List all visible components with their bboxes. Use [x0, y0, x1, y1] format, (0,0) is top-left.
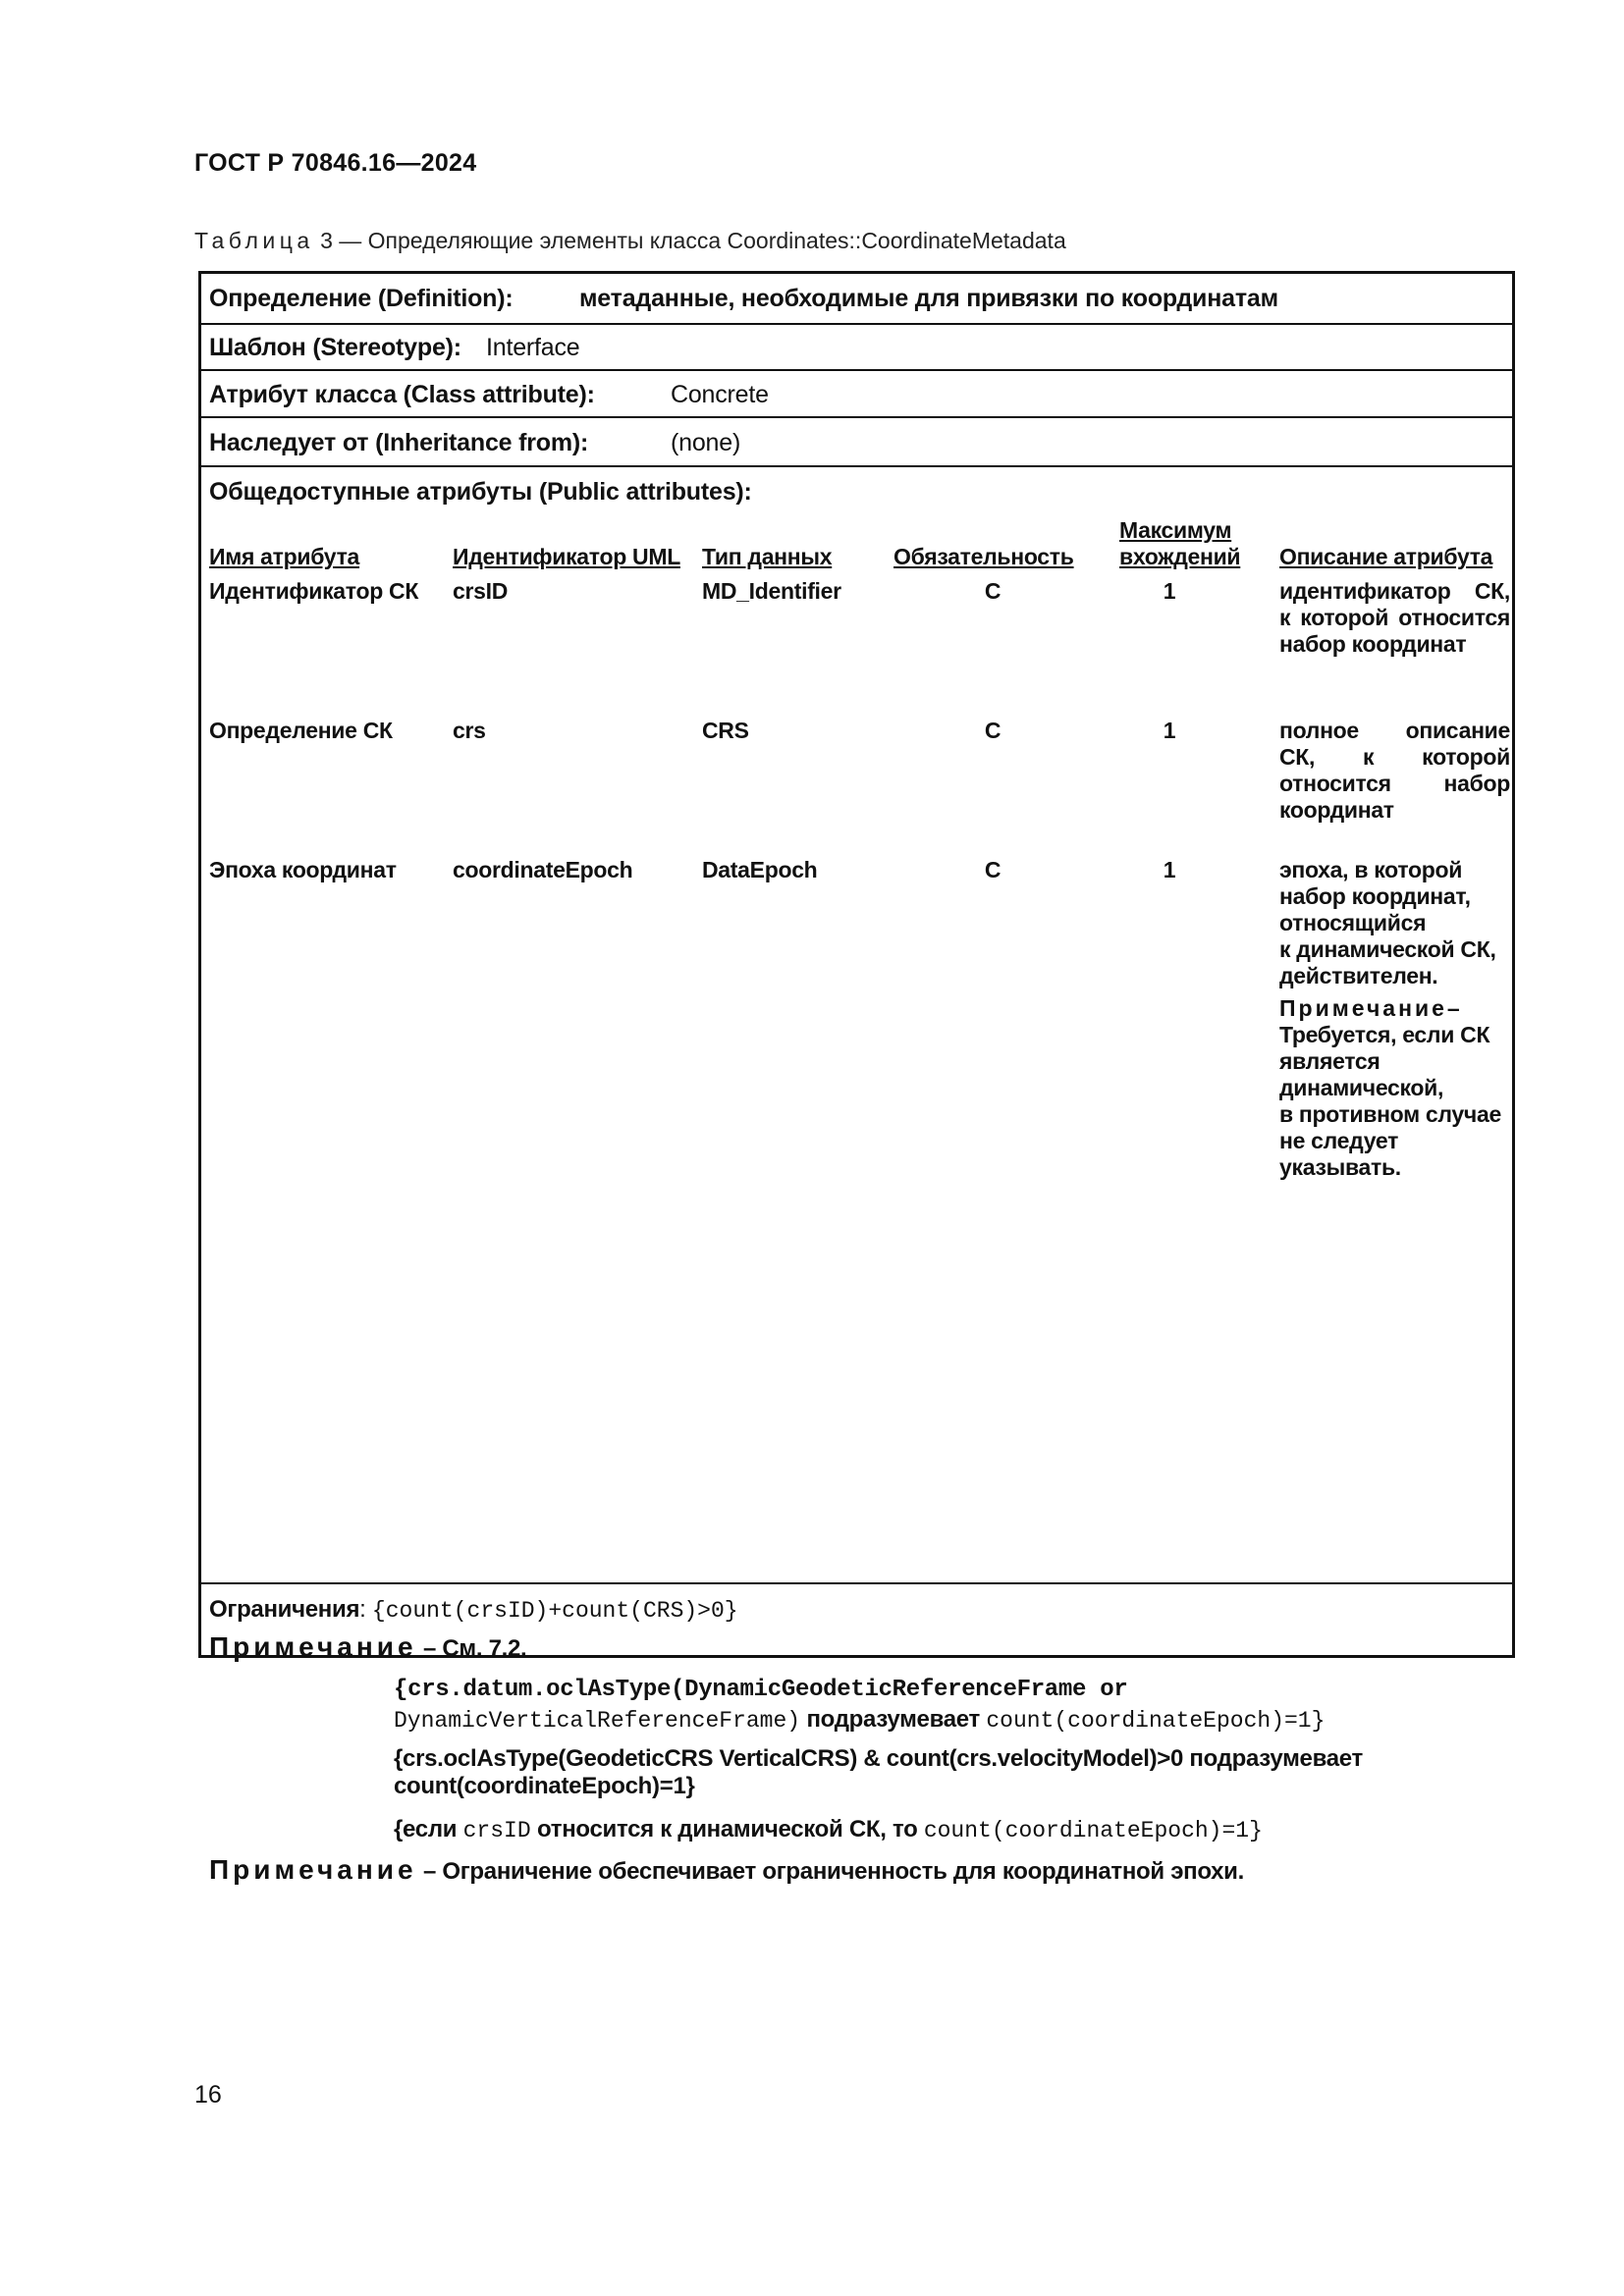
- desc-line: к динамической СК,: [1279, 936, 1496, 962]
- class-attribute-row: [201, 371, 1512, 418]
- constraints-line: [209, 1596, 738, 1625]
- col-header-type: Тип данных: [702, 544, 833, 569]
- desc-line: действителен.: [1279, 963, 1438, 988]
- desc-line: полное описание: [1279, 718, 1510, 743]
- desc-line: набор координат: [1279, 631, 1467, 657]
- public-attributes-title: Общедоступные атрибуты (Public attributes):: [209, 478, 752, 506]
- desc-note-line: Требуется, если СК: [1279, 1022, 1490, 1047]
- desc-line: координат: [1279, 797, 1394, 823]
- stereotype-row: [201, 325, 1512, 371]
- inheritance-value: (none): [671, 429, 741, 456]
- desc-note-line: является: [1279, 1048, 1380, 1074]
- desc-note-word: Примечание–: [1279, 995, 1463, 1021]
- note2-text: – Ограничение обеспечивает ограниченность для координатной эпохи.: [422, 1858, 1244, 1885]
- attr-uml: coordinateEpoch: [453, 857, 633, 882]
- desc-line: к которой относится: [1279, 605, 1510, 630]
- note2-line: [209, 1856, 1244, 1886]
- attr-description: [1279, 718, 1510, 824]
- caption-prefix: Таблица: [194, 228, 314, 253]
- inheritance-label: Наследует от (Inheritance from):: [209, 429, 589, 456]
- col-header-obligation: Обязательность: [893, 544, 1074, 569]
- constraint-line1b: [394, 1706, 1325, 1735]
- constraints-label: Ограничения: [209, 1596, 360, 1623]
- inheritance-row: [201, 418, 1512, 467]
- page-number: 16: [194, 2081, 222, 2109]
- attr-obligation: C: [984, 857, 1001, 882]
- attr-type: MD_Identifier: [702, 578, 841, 604]
- constraint-line3-mono2: count(coordinateEpoch)=1}: [923, 1818, 1263, 1843]
- definition-row: [201, 274, 1512, 325]
- col-header-uml: Идентификатор UML: [453, 544, 680, 569]
- desc-line: эпоха, в которой: [1279, 857, 1463, 882]
- col-header-name: Имя атрибута: [209, 544, 360, 569]
- note1-line: [209, 1633, 526, 1663]
- attr-uml: crs: [453, 718, 486, 743]
- note1-text: – См. 7.2.: [422, 1635, 527, 1662]
- attr-obligation: C: [984, 578, 1001, 604]
- definition-table: [198, 271, 1515, 1885]
- attr-description: [1279, 578, 1510, 658]
- constraint-line3: [394, 1816, 1263, 1844]
- attr-max: 1: [1163, 578, 1176, 604]
- attr-max: 1: [1163, 857, 1176, 882]
- constraint-line3-pre: {если: [394, 1816, 458, 1842]
- col-header-max: [1119, 517, 1240, 570]
- constraint-line1b-word: подразумевает: [806, 1706, 980, 1733]
- caption-text: 3 — Определяющие элементы класса Coordinates::CoordinateMetadata: [320, 228, 1066, 253]
- stereotype-value: Interface: [486, 334, 580, 361]
- attr-uml: crsID: [453, 578, 509, 604]
- constraints-expression: {count(crsID)+count(CRS)>0}: [371, 1598, 738, 1624]
- constraint-line3-mono1: crsID: [462, 1818, 531, 1843]
- attr-type: CRS: [702, 718, 749, 743]
- constraint-line2b: count(coordinateEpoch)=1}: [394, 1773, 695, 1799]
- class-attribute-label: Атрибут класса (Class attribute):: [209, 381, 595, 408]
- stereotype-label: Шаблон (Stereotype):: [209, 334, 461, 361]
- desc-line: набор координат,: [1279, 883, 1471, 909]
- note2-word: Примечание: [209, 1854, 417, 1885]
- col-header-max-line2: вхождений: [1119, 544, 1241, 569]
- constraint-line2a: {crs.oclAsType(GeodeticCRS VerticalCRS) & count(crs.velocityModel)>0 подразумевает: [394, 1745, 1363, 1772]
- desc-line: относящийся: [1279, 910, 1427, 935]
- constraints-section: [201, 1584, 1512, 1885]
- constraint-line1b-mono: DynamicVerticalReferenceFrame): [394, 1708, 801, 1734]
- attr-obligation: C: [984, 718, 1001, 743]
- standard-header: ГОСТ Р 70846.16—2024: [194, 149, 477, 177]
- desc-note-line: в противном случае: [1279, 1101, 1501, 1127]
- attr-name: Идентификатор СК: [209, 578, 419, 604]
- constraints-colon: :: [359, 1596, 366, 1623]
- public-attributes-section: [201, 467, 1512, 1584]
- desc-note-line: динамической,: [1279, 1075, 1444, 1100]
- table-caption: [194, 228, 1066, 254]
- attr-description: [1279, 857, 1510, 1181]
- col-header-description: Описание атрибута: [1279, 544, 1493, 569]
- desc-line: СК, к которой: [1279, 744, 1510, 770]
- definition-value: метаданные, необходимые для привязки по координатам: [579, 285, 1278, 312]
- col-header-max-line1: Максимум: [1119, 517, 1232, 543]
- note1-word: Примечание: [209, 1631, 417, 1662]
- constraint-line1b-tail: count(coordinateEpoch)=1}: [986, 1708, 1326, 1734]
- class-attribute-value: Concrete: [671, 381, 769, 408]
- desc-line: относится набор: [1279, 771, 1510, 796]
- attr-type: DataEpoch: [702, 857, 818, 882]
- constraint-line3-mid: относится к динамической СК, то: [537, 1816, 918, 1842]
- constraint-line2: [394, 1745, 1493, 1800]
- attr-max: 1: [1163, 718, 1176, 743]
- definition-label: Определение (Definition):: [209, 285, 514, 312]
- desc-note-line: указывать.: [1279, 1154, 1401, 1180]
- attr-name: Эпоха координат: [209, 857, 397, 882]
- attr-name: Определение СК: [209, 718, 393, 743]
- desc-note-line: не следует: [1279, 1128, 1399, 1153]
- desc-line: идентификатор СК,: [1279, 578, 1510, 604]
- constraint-line1a: {crs.datum.oclAsType(DynamicGeodeticReferenceFrame or: [394, 1677, 1128, 1703]
